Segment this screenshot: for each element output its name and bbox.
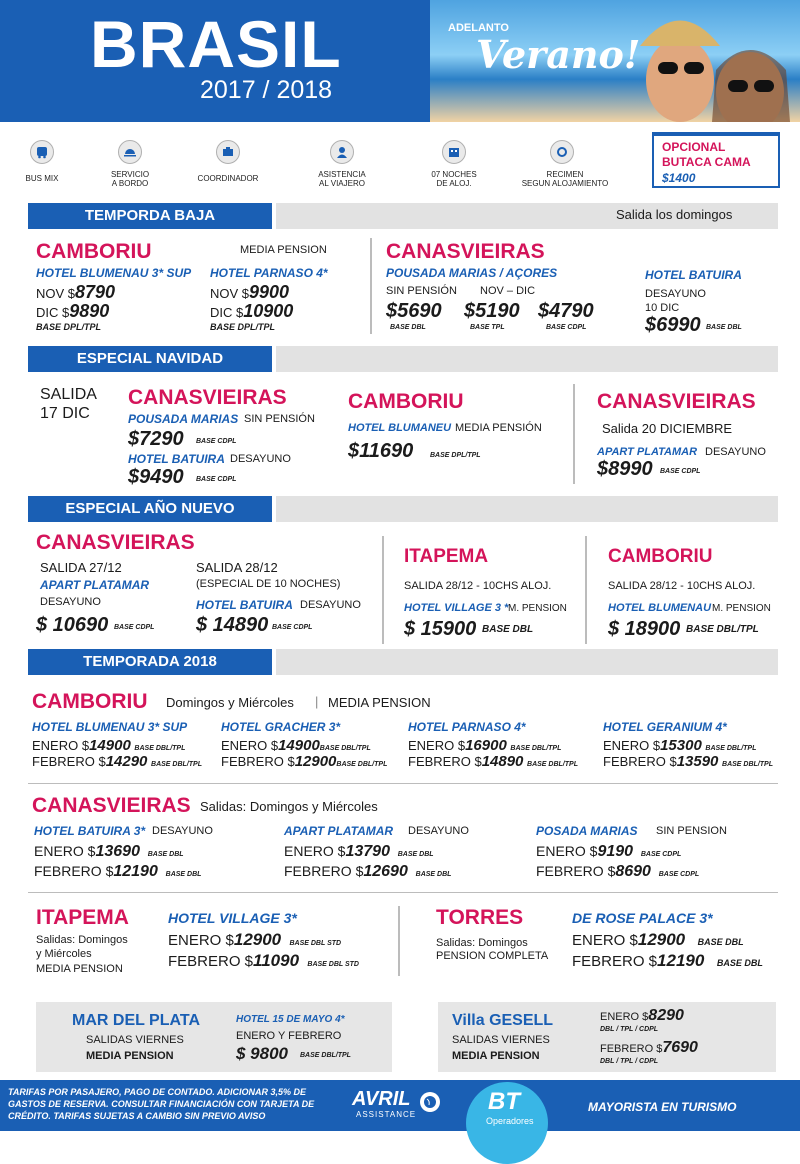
header (0, 0, 800, 122)
base-label: BASE CDPL (114, 624, 155, 631)
hotel-name: HOTEL BLUMENAU (608, 602, 712, 614)
price-line: FEBRERO $12900BASE DBL/TPL (221, 753, 388, 770)
days: y Miércoles (36, 948, 92, 960)
service-tray-icon (118, 140, 142, 164)
price-line: ENERO $13790 BASE DBL (284, 843, 434, 860)
regime: SIN PENSIÓN (386, 285, 457, 297)
meal-regime-icon (550, 140, 574, 164)
hotel-name: POSADA MARIAS (536, 824, 638, 838)
hotel-name: HOTEL BATUIRA 3* (34, 824, 146, 838)
couple-photo-icon (620, 0, 800, 122)
price-line: FEBRERO $13590 BASE DBL/TPL (603, 753, 773, 770)
price-line: FEBRERO $12690 BASE DBL (284, 863, 452, 880)
service-label: SERVICIO A BORDO (110, 170, 150, 188)
salida-date: 17 DIC (40, 405, 90, 422)
base-label: BASE DPL/TPL (210, 322, 276, 332)
hotel-name: HOTEL GERANIUM 4* (603, 720, 727, 734)
city-canasvieiras: CANASVIEIRAS (36, 531, 195, 554)
page-years: 2017 / 2018 (200, 76, 333, 104)
price: $ 10690 (36, 614, 109, 636)
divider (382, 536, 384, 644)
hotel-name: HOTEL BATUIRA (645, 268, 742, 282)
section-gray-bar (276, 346, 778, 372)
price-line: ENERO $14900BASE DBL/TPL (221, 737, 371, 754)
optional-title: OPCIONAL (662, 140, 726, 154)
optional-price: $1400 (662, 171, 696, 185)
base-label: BASE CDPL (196, 476, 237, 483)
regime: DESAYUNO (152, 825, 213, 837)
base-label: BASE CDPL (272, 624, 313, 631)
hotel-name: HOTEL 15 DE MAYO 4* (236, 1014, 345, 1025)
section-title-especial-navidad: ESPECIAL NAVIDAD (28, 346, 272, 372)
hotel-name: HOTEL VILLAGE 3 * (404, 602, 509, 614)
regime: SIN PENSION (656, 825, 727, 837)
optional-box (652, 132, 780, 188)
regime: DESAYUNO (300, 599, 361, 611)
service-label: ASISTENCIA AL VIAJERO (318, 170, 366, 188)
hotel-name: HOTEL GRACHER 3* (221, 720, 341, 734)
price: $ 18900 (608, 618, 681, 640)
page-title: BRASIL (90, 7, 342, 81)
price-line: ENERO $16900 BASE DBL/TPL (408, 737, 562, 754)
base-label: BASE DBL (390, 324, 426, 331)
base-label: BASE CDPL (546, 324, 587, 331)
date: SALIDA 28/12 - 10CHS ALOJ. (608, 580, 756, 592)
price-line: ENERO $13690 BASE DBL (34, 843, 184, 860)
city-canasvieiras: CANASVIEIRAS (32, 794, 191, 817)
base-label: DBL / TPL / CDPL (600, 1026, 659, 1033)
hotel-name: APART PLATAMAR (40, 578, 150, 592)
hotel-name: HOTEL BLUMENAU 3* SUP (32, 720, 188, 734)
price: $8990 (597, 458, 653, 480)
date: Salida 20 DICIEMBRE (602, 421, 733, 436)
salida-label: SALIDA (40, 386, 97, 403)
regime: MEDIA PENSION (240, 244, 327, 256)
service-label: COORDINADOR (197, 174, 259, 183)
promo-main: Verano! (476, 32, 641, 77)
price-line: FEBRERO $11090 BASE DBL STD (168, 951, 359, 970)
days: SALIDAS VIERNES (452, 1034, 550, 1046)
regime: M. PENSION (712, 603, 771, 614)
price: $4790 (538, 300, 594, 322)
service-label: 07 NOCHES DE ALOJ. (431, 170, 477, 188)
hotel-name: DE ROSE PALACE 3* (572, 910, 713, 926)
divider (573, 384, 575, 484)
price-line: FEBRERO $14890 BASE DBL/TPL (408, 753, 578, 770)
section-note: Salida los domingos (616, 207, 733, 222)
price: $5190 (464, 300, 520, 322)
divider (28, 892, 778, 893)
price-line: FEBRERO $12190 BASE DBL (34, 863, 202, 880)
regime: DESAYUNO (645, 288, 706, 300)
base-label: DBL / TPL / CDPL (600, 1058, 659, 1065)
assistance-icon (330, 140, 354, 164)
note: (ESPECIAL DE 10 NOCHES) (196, 578, 341, 590)
globe-icon (420, 1092, 440, 1112)
divider (585, 536, 587, 644)
city-itapema: ITAPEMA (36, 906, 129, 929)
regime: DESAYUNO (40, 596, 101, 608)
section-gray-bar (276, 649, 778, 675)
city-mar-del-plata: MAR DEL PLATA (72, 1012, 200, 1029)
price-line: NOV $8790 (36, 282, 116, 302)
price-line: ENERO $9190 BASE CDPL (536, 843, 682, 860)
price: $ 14890 (196, 614, 269, 636)
period: NOV – DIC (480, 285, 536, 297)
hotel-name: HOTEL PARNASO 4* (210, 266, 328, 280)
regime: M. PENSION (508, 603, 567, 614)
base-label: BASE DPL/TPL (430, 452, 481, 459)
price: $7290 (128, 428, 184, 450)
promo-banner (430, 0, 800, 122)
base-label: BASE TPL (470, 324, 505, 331)
city-camboriu: CAMBORIU (348, 390, 464, 413)
hotel-name: HOTEL VILLAGE 3* (168, 910, 297, 926)
coordinator-icon (216, 140, 240, 164)
bt-logo-text: BT (488, 1088, 520, 1115)
service-label: BUS MIX (25, 174, 59, 183)
date: 10 DIC (645, 302, 680, 314)
price: $ 15900 (404, 618, 477, 640)
days: Salidas: Domingos (36, 934, 128, 946)
section-title-temporada-baja: TEMPORDA BAJA (28, 203, 272, 229)
city-camboriu: CAMBORIU (32, 690, 148, 713)
hotel-name: APART PLATAMAR (284, 824, 394, 838)
regime: MEDIA PENSION (86, 1050, 174, 1062)
regime: MEDIA PENSION (328, 695, 431, 710)
regime: DESAYUNO (408, 825, 469, 837)
header-title-block (0, 0, 430, 122)
date: SALIDA 27/12 (40, 560, 122, 575)
city-itapema: ITAPEMA (404, 546, 489, 567)
regime: DESAYUNO (705, 446, 766, 458)
bus-icon (30, 140, 54, 164)
section-title-ano-nuevo: ESPECIAL AÑO NUEVO (28, 496, 272, 522)
price-line: DIC $9890 (36, 301, 110, 321)
price-line: DIC $10900 (210, 301, 294, 321)
price-line: ENERO $14900 BASE DBL/TPL (32, 737, 186, 754)
price-line: ENERO $12900 BASE DBL STD (168, 930, 342, 949)
hotel-name: POUSADA MARIAS (128, 412, 239, 426)
divider (370, 238, 372, 334)
base-label: BASE DBL (482, 624, 534, 635)
price-line: ENERO $8290 (600, 1007, 684, 1024)
section-title-temporada-2018: TEMPORADA 2018 (28, 649, 272, 675)
days: Domingos y Miércoles (166, 695, 294, 710)
base-label: BASE DBL/TPL (300, 1052, 351, 1059)
slogan: MAYORISTA EN TURISMO (588, 1100, 737, 1114)
price-line: NOV $9900 (210, 282, 290, 302)
regime: DESAYUNO (230, 453, 291, 465)
city-canasvieiras: CANASVIEIRAS (597, 390, 756, 413)
days: Salidas: Domingos y Miércoles (200, 799, 378, 814)
optional-item: BUTACA CAMA (662, 155, 751, 169)
date: SALIDA 28/12 (196, 560, 278, 575)
section-gray-bar (276, 496, 778, 522)
price-line: FEBRERO $12190 BASE DBL (572, 951, 763, 970)
separator: | (315, 694, 319, 709)
regime: MEDIA PENSIÓN (455, 422, 542, 434)
price-line: FEBRERO $14290 BASE DBL/TPL (32, 753, 202, 770)
hotel-name: HOTEL PARNASO 4* (408, 720, 526, 734)
city-torres: TORRES (436, 906, 524, 929)
assistance-label: ASSISTANCE (356, 1110, 417, 1119)
hotel-name: POUSADA MARIAS / AÇORES (386, 266, 558, 280)
regime: MEDIA PENSION (36, 963, 123, 975)
price-line: FEBRERO $8690 BASE CDPL (536, 863, 700, 880)
period: ENERO Y FEBRERO (236, 1030, 342, 1042)
regime: MEDIA PENSION (452, 1050, 540, 1062)
avril-logo: AVRIL (352, 1088, 411, 1110)
service-label: RECIMEN SEGUN ALOJAMIENTO (521, 170, 609, 188)
price-line: FEBRERO $7690 (600, 1039, 698, 1056)
date: SALIDA 28/12 - 10CHS ALOJ. (404, 580, 552, 592)
base-label: BASE DBL (706, 324, 742, 331)
hotel-name: HOTEL BATUIRA (128, 452, 225, 466)
footer (0, 1080, 800, 1131)
days: SALIDAS VIERNES (86, 1034, 184, 1046)
base-label: BASE DBL/TPL (686, 624, 759, 635)
hotel-nights-icon (442, 140, 466, 164)
price: $9490 (128, 466, 184, 488)
city-canasvieiras: CANASVIEIRAS (386, 240, 545, 263)
price: $ 9800 (236, 1044, 288, 1063)
city-camboriu: CAMBORIU (36, 240, 152, 263)
bt-logo (466, 1082, 548, 1164)
days: Salidas: Domingos (436, 937, 528, 949)
divider (398, 906, 400, 976)
price: $11690 (348, 440, 414, 462)
hotel-name: APART PLATAMAR (597, 446, 698, 458)
bt-operadores: Operadores (486, 1116, 534, 1126)
hotel-name: HOTEL BLUMANEU (348, 422, 452, 434)
price: $6990 (645, 314, 701, 336)
city-canasvieiras: CANASVIEIRAS (128, 386, 287, 409)
base-label: BASE CDPL (660, 468, 701, 475)
price: $5690 (386, 300, 442, 322)
regime: PENSION COMPLETA (436, 950, 549, 962)
city-villa-gesell: Villa GESELL (452, 1012, 554, 1029)
regime: SIN PENSIÓN (244, 413, 315, 425)
price-line: ENERO $12900 BASE DBL (572, 930, 744, 949)
disclaimer: TARIFAS POR PASAJERO, PAGO DE CONTADO. ADICIONAR 3,5% DE GASTOS DE RESERVA. CONSULTAR FINANCIACIÓN CON TARJETA DE CRÉDITO. TARIFAS SUJETAS A CAMBIO SIN PREVIO AVISO (8, 1087, 315, 1121)
hotel-name: HOTEL BATUIRA (196, 598, 293, 612)
promo-top: ADELANTO (448, 22, 509, 34)
hotel-name: HOTEL BLUMENAU 3* SUP (36, 266, 192, 280)
base-label: BASE DPL/TPL (36, 322, 102, 332)
city-camboriu: CAMBORIU (608, 546, 713, 567)
price-line: ENERO $15300 BASE DBL/TPL (603, 737, 757, 754)
base-label: BASE CDPL (196, 438, 237, 445)
divider (28, 783, 778, 784)
